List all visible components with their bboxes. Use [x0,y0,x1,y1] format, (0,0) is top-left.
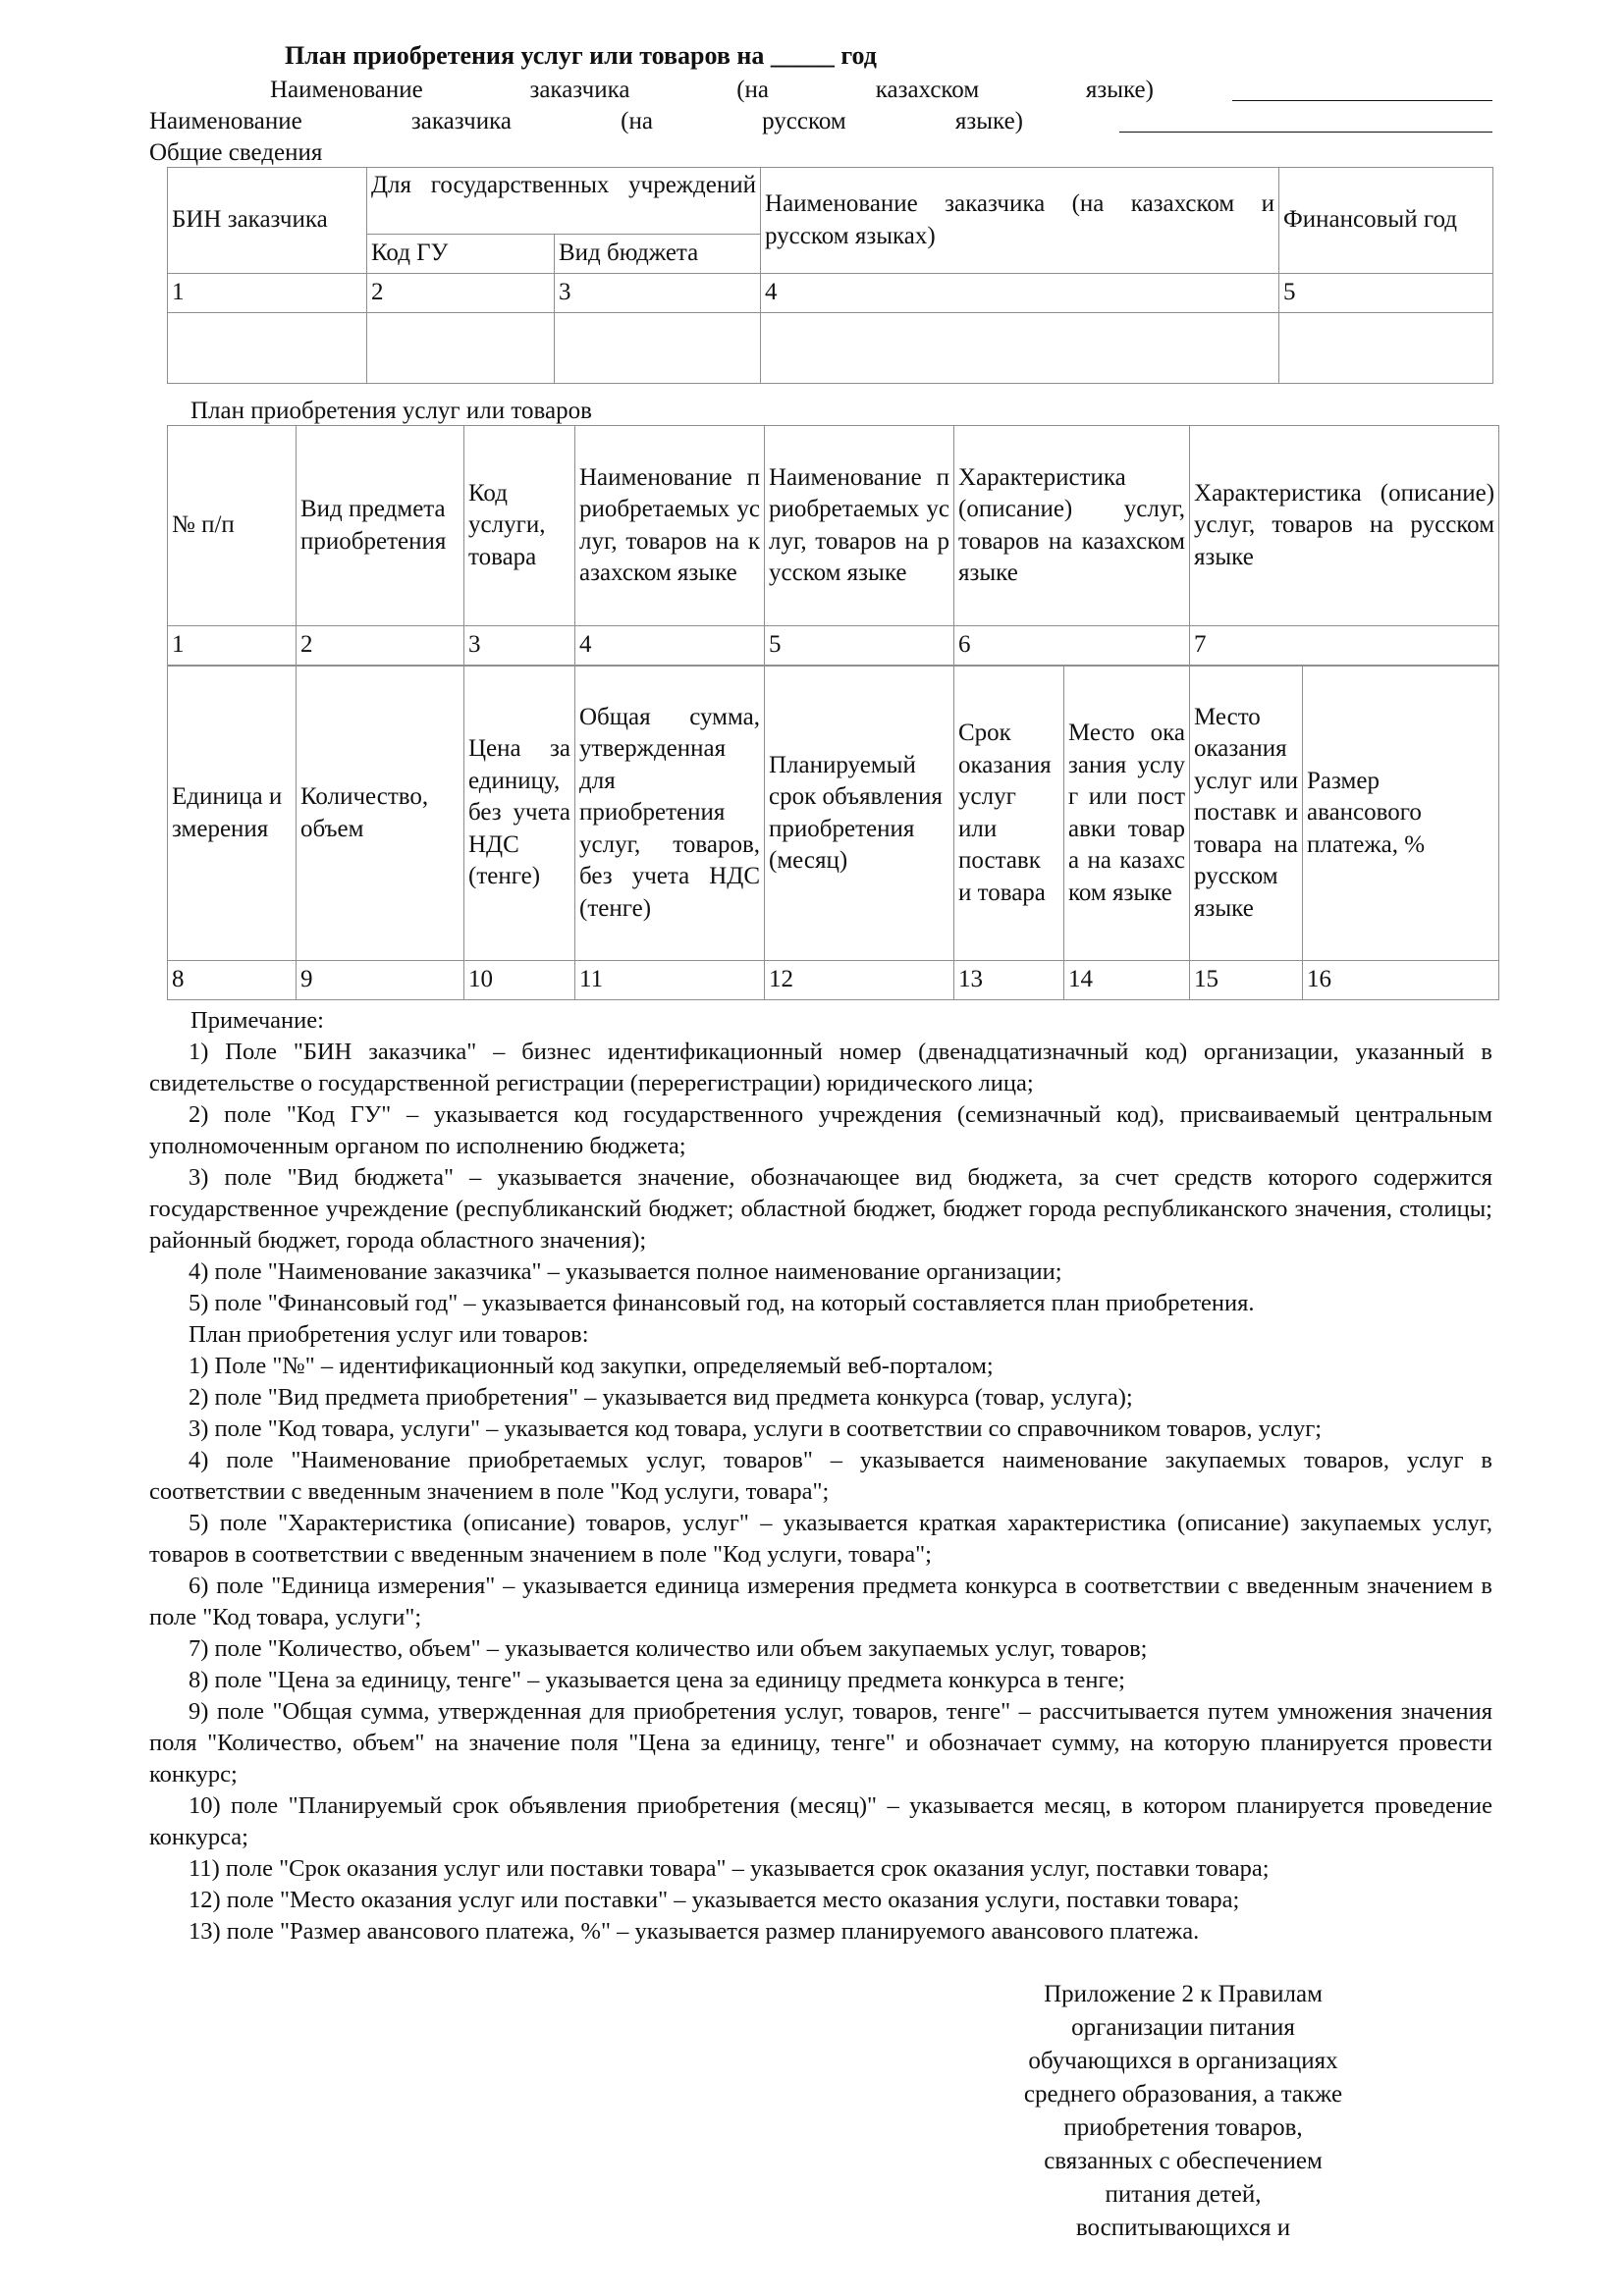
kz-name-word: казахском [875,77,980,103]
budget-type-header: Вид бюджета [555,235,761,274]
col-header-delivery-term: Срок оказания услуг или поставк и товара [954,667,1064,961]
ru-name-blank[interactable] [1119,110,1492,133]
note-item: 10) поле "Планируемый срок объявления приобретения (месяц)" – указывается месяц, в котором планируется проведение конкурса; [149,1792,1492,1850]
col-header-desc-ru: Характеристика (описание) услуг, товаров на русском языке [1190,426,1499,626]
plan-table [167,425,1499,666]
column-number: 10 [464,961,575,1000]
kz-name-word: заказчика [529,77,630,103]
note-item: 6) поле "Единица измерения" – указывается единица измерения предмета конкурса в соответствии с введенным значением в поле "Код товара, услуги"; [149,1573,1492,1630]
note-item: 4) поле "Наименование приобретаемых услуг, товаров" – указывается наименование закупаемых товаров, услуг в соответствии с введенным значением в поле "Код услуги, товара"; [149,1447,1492,1505]
kz-name-line [270,75,1154,106]
column-number: 13 [954,961,1064,1000]
column-number: 1 [168,626,297,666]
note-item: 1) Поле "БИН заказчика" – бизнес идентификационный номер (двенадцатизначный код) организации, указанный в свидетельстве о государственной регистрации (перерегистрации) юридического лица; [149,1039,1492,1096]
kz-name-word: языке) [1085,77,1154,103]
ru-name-word: языке) [954,108,1023,134]
financial-year-header: Финансовый год [1279,168,1493,274]
column-number: 3 [555,274,761,313]
column-number: 4 [575,626,765,666]
column-number: 6 [954,626,1190,666]
note-item: 4) поле "Наименование заказчика" – указывается полное наименование организации; [189,1258,1062,1285]
kz-name-blank[interactable] [1232,79,1492,101]
ru-name-line [149,106,1023,137]
note-item: 2) поле "Код ГУ" – указывается код государственного учреждения (семизначный код), присваиваемый центральным уполномоченным органом по исполнению бюджета; [149,1101,1492,1159]
col-header-unit: Единица измерения [168,667,297,961]
appendix-line: среднего образования, а также [1023,2081,1343,2108]
col-header-subject-type: Вид предмета приобретения [297,426,464,626]
appendix-line: связанных с обеспечением [1044,2148,1323,2174]
customer-name-input-cell[interactable] [761,313,1279,384]
ru-name-word: русском [762,108,846,134]
column-number: 15 [1190,961,1303,1000]
column-number: 2 [367,274,555,313]
column-number: 5 [765,626,954,666]
note-item: 5) поле "Финансовый год" – указывается финансовый год, на который составляется план приобретения. [189,1290,1255,1316]
column-number: 7 [1190,626,1499,666]
financial-year-input-cell[interactable] [1279,313,1493,384]
notes-section [149,1005,1492,1948]
notes-heading: Примечание: [190,1007,324,1034]
note-item: 9) поле "Общая сумма, утвержденная для приобретения услуг, товаров, тенге" – рассчитывается путем умножения значения поля "Количество, объем" на значение поля "Цена за единицу, тенге" и обозначает сумму, на которую планируется провести конкурс; [149,1698,1492,1788]
note-item: 2) поле "Вид предмета приобретения" – указывается вид предмета конкурса (товар, услуга); [189,1384,1133,1411]
column-number: 12 [765,961,954,1000]
col-header-unit-price: Цена за единицу, без учета НДС (тенге) [464,667,575,961]
note-item: 11) поле "Срок оказания услуг или поставки товара" – указывается срок оказания услуг, поставки товара; [189,1855,1270,1882]
column-number: 9 [297,961,464,1000]
bin-header: БИН заказчика [168,168,367,274]
col-header-advance: Размер авансового платежа, % [1303,667,1499,961]
appendix-line: обучающихся в организациях [1028,2048,1338,2074]
note-item: 1) Поле "№" – идентификационный код закупки, определяемый веб-порталом; [189,1353,994,1379]
col-header-name-ru: Наименование приобретаемых услуг, товаров на русском языке [765,426,954,626]
bin-input-cell[interactable] [168,313,367,384]
column-number: 14 [1064,961,1190,1000]
col-header-place-kz: Место оказания услуг или поставки товара на казахском языке [1064,667,1190,961]
note-item: 7) поле "Количество, объем" – указывается количество или объем закупаемых услуг, товаров; [189,1635,1148,1662]
plan-table-part2 [167,666,1499,1000]
col-header-name-kz: Наименование приобретаемых услуг, товаров на казахском языке [575,426,765,626]
col-header-place-ru: Место оказания услуг или поставк и товара на русском языке [1190,667,1303,961]
ru-name-word: заказчика [410,108,512,134]
ru-name-word: (на [621,108,653,134]
col-header-total-sum: Общая сумма, утвержденная для приобретения услуг, товаров, без учета НДС (тенге) [575,667,765,961]
column-number: 1 [168,274,367,313]
note-subheading: План приобретения услуг или товаров: [189,1321,589,1348]
appendix-line: воспитывающихся и [1075,2215,1291,2241]
col-header-announce-month: Планируемый срок объявления приобретения (месяц) [765,667,954,961]
budget-type-input-cell[interactable] [555,313,761,384]
column-number: 8 [168,961,297,1000]
page-title: План приобретения услуг или товаров на _____ год [285,41,877,70]
column-number: 11 [575,961,765,1000]
ru-name-word: Наименование [149,108,302,134]
appendix-reference [1011,1978,1355,2245]
note-item: 8) поле "Цена за единицу, тенге" – указывается цена за единицу предмета конкурса в тенге; [189,1667,1125,1693]
kz-name-word: Наименование [270,77,423,103]
column-number: 3 [464,626,575,666]
note-item: 12) поле "Место оказания услуг или поставки" – указывается место оказания услуги, поставки товара; [189,1887,1240,1913]
kz-name-word: (на [736,77,769,103]
general-info-label: Общие сведения [149,139,323,166]
gu-code-header: Код ГУ [367,235,555,274]
col-header-code: Код услуги, товара [464,426,575,626]
col-header-number: № п/п [168,426,297,626]
gu-header: Для государственных учреждений [367,168,761,235]
customer-name-header: Наименование заказчика (на казахском и русском языках) [761,168,1279,274]
appendix-line: организации питания [1071,2014,1295,2041]
appendix-line: приобретения товаров, [1063,2114,1303,2141]
appendix-line: Приложение 2 к Правилам [1044,1981,1323,2007]
column-number: 4 [761,274,1279,313]
gu-code-input-cell[interactable] [367,313,555,384]
note-item: 13) поле "Размер авансового платежа, %" – указывается размер планируемого авансового платежа. [189,1918,1200,1945]
note-item: 5) поле "Характеристика (описание) товаров, услуг" – указывается краткая характеристика (описание) закупаемых услуг, товаров в соответствии с введенным значением в поле "Код услуги, товара"; [149,1510,1492,1568]
col-header-quantity: Количество, объем [297,667,464,961]
note-item: 3) поле "Код товара, услуги" – указывается код товара, услуги в соответствии со справочником товаров, услуг; [189,1415,1323,1442]
appendix-line: питания детей, [1105,2181,1262,2208]
column-number: 2 [297,626,464,666]
general-info-table [167,167,1493,384]
plan-section-title: План приобретения услуг или товаров [190,398,592,424]
column-number: 5 [1279,274,1493,313]
note-item: 3) поле "Вид бюджета" – указывается значение, обозначающее вид бюджета, за счет средств которого содержится государственное учреждение (республиканский бюджет; областной бюджет, бюджет города республиканского значения, столицы; районный бюджет, города областного значения); [149,1164,1492,1254]
column-number: 16 [1303,961,1499,1000]
col-header-desc-kz: Характеристика (описание) услуг, товаров на казахском языке [954,426,1190,626]
